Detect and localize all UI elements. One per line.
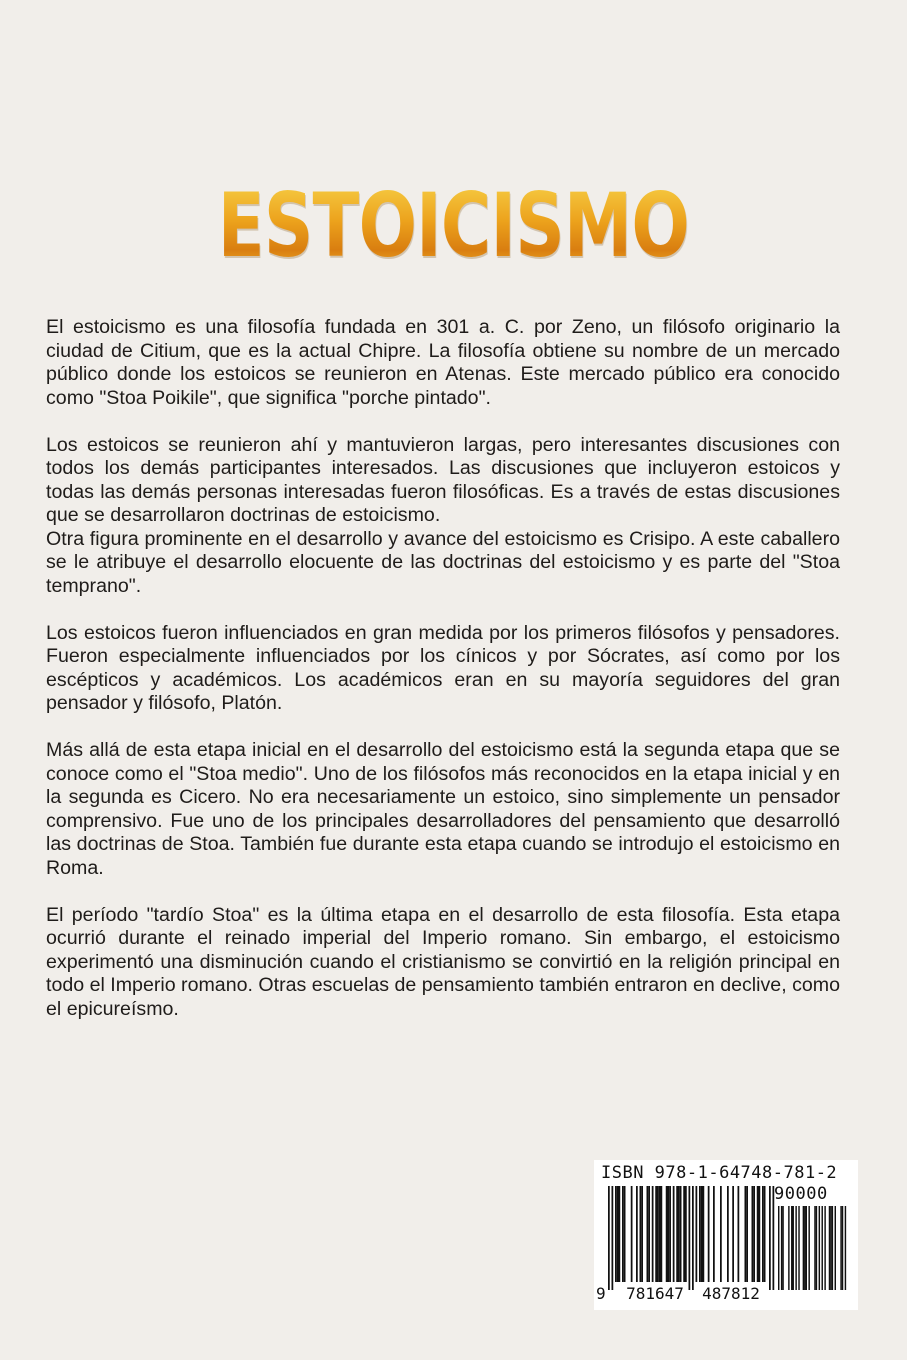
barcode-addon-bar <box>814 1206 815 1290</box>
barcode-addon-bar <box>804 1206 805 1290</box>
barcode-addon-bar <box>791 1206 792 1290</box>
barcode-addon-bar <box>803 1206 804 1290</box>
barcode-bar <box>727 1186 729 1282</box>
barcode-bar <box>713 1186 715 1282</box>
barcode-bar <box>738 1186 740 1282</box>
barcode-digit-group-left: 781647 <box>626 1284 684 1303</box>
barcode-bar <box>759 1186 761 1282</box>
barcode-addon-bar <box>835 1206 836 1290</box>
barcode-bar <box>619 1186 621 1282</box>
barcode-addon-bar <box>793 1206 794 1290</box>
paragraph: Los estoicos se reunieron ahí y mantuvieron largas, pero interesantes discusiones con todos los demás participantes interesados. Las discusiones que incluyeron estoicos y todas las demás personas interesadas fueron filosóficas. Es a través de estas discusiones que se desarrollaron doctrinas de estoicismo. <box>46 433 840 526</box>
barcode-bar <box>732 1186 734 1282</box>
paragraph: Más allá de esta etapa inicial en el desarrollo del estoicismo está la segunda etapa que se conoce como el "Stoa medio". Uno de los filósofos más reconocidos en la etapa inicial y en la segunda es Cicero. No era necesariamente un estoico, sino simplemente un pensador comprensivo. Fue uno de los principales desarrolladores del pensamiento que desarrolló las doctrinas de Stoa. También fue durante esta etapa cuando se introdujo el estoicismo en Roma. <box>46 739 840 879</box>
paragraph: El estoicismo es una filosofía fundada en 301 a. C. por Zeno, un filósofo originario la ciudad de Citium, que es la actual Chipre. La filosofía obtiene su nombre de un mercado público donde los estoicos se reunieron en Atenas. Este mercado público era conocido como "Stoa Poikile", que significa "porche pintado". <box>46 316 840 409</box>
barcode-addon-bar <box>798 1206 799 1290</box>
barcode-bar <box>685 1186 687 1282</box>
barcode-addon-bar <box>778 1206 779 1290</box>
barcode-bar <box>683 1186 685 1282</box>
barcode-bar <box>648 1186 650 1282</box>
barcode-bar <box>745 1186 747 1282</box>
barcode-bar <box>680 1186 682 1282</box>
barcode-digit-first: 9 <box>596 1284 606 1303</box>
barcode-bar <box>659 1186 661 1282</box>
barcode-bar <box>668 1186 670 1282</box>
barcode-addon-bar <box>808 1206 809 1290</box>
barcode-addon-bar <box>816 1206 817 1290</box>
barcode-addon-bar <box>822 1206 823 1290</box>
barcode-bar <box>661 1186 663 1282</box>
barcode-bar <box>608 1186 610 1290</box>
paragraph: Los estoicos fueron influenciados en gran medida por los primeros filósofos y pensadores. Fueron especialmente influenciados por los cínicos y por Sócrates, así como por los escépticos y académicos. Los académicos eran en su mayoría seguidores del gran pensador y filósofo, Platón. <box>46 621 840 714</box>
barcode-bar <box>669 1186 671 1282</box>
barcode-bar <box>703 1186 705 1282</box>
isbn-label: ISBN 978-1-64748-781-2 <box>601 1163 838 1183</box>
barcode-addon-bar <box>806 1206 807 1290</box>
barcode-addon-bar <box>840 1206 841 1290</box>
barcode-digit-group-right: 487812 <box>702 1284 760 1303</box>
barcode-bar <box>678 1186 680 1282</box>
barcode-bar <box>676 1186 678 1282</box>
barcode-addon-bar <box>781 1206 782 1290</box>
barcode-bar <box>752 1186 754 1282</box>
barcode-bar <box>612 1186 614 1290</box>
barcode-addon-bar <box>782 1206 783 1290</box>
barcode-bar <box>657 1186 659 1282</box>
barcode-addon-bar <box>824 1206 825 1290</box>
barcode-bar <box>655 1186 657 1282</box>
barcode-bar <box>769 1186 771 1290</box>
barcode-bar <box>647 1186 649 1282</box>
barcode-bar <box>764 1186 766 1282</box>
barcode-bar <box>699 1186 701 1282</box>
barcode-bar <box>636 1186 638 1282</box>
barcode-bar <box>673 1186 675 1282</box>
barcode-bar <box>692 1186 694 1290</box>
barcode-addon-bar <box>832 1206 833 1290</box>
book-title: ESTOICISMO <box>100 178 807 274</box>
barcode-bar <box>617 1186 619 1282</box>
barcode-bar <box>615 1186 617 1282</box>
barcode-bar <box>640 1186 642 1282</box>
barcode-bar <box>666 1186 668 1282</box>
barcode-bar <box>652 1186 654 1282</box>
barcode-addon-bar <box>830 1206 831 1290</box>
barcode-addon-bar <box>842 1206 843 1290</box>
barcode-addon-bar <box>819 1206 820 1290</box>
barcode-bar <box>762 1186 764 1282</box>
barcode-bar <box>708 1186 710 1282</box>
barcode-bar <box>746 1186 748 1282</box>
barcode-addon-bar <box>845 1206 846 1290</box>
barcode-human-readable <box>596 1283 771 1305</box>
barcode-bar <box>624 1186 626 1282</box>
barcode-bar <box>720 1186 722 1282</box>
paragraph: Otra figura prominente en el desarrollo y avance del estoicismo es Crisipo. A este caballero se le atribuye el desarrollo elocuente de las doctrinas del estoicismo y es parte del "Stoa temprano". <box>46 527 840 597</box>
barcode-addon-bar <box>829 1206 830 1290</box>
paragraph: El período "tardío Stoa" es la última etapa en el desarrollo de esta filosofía. Esta etapa ocurrió durante el reinado imperial del Imperio romano. Sin embargo, el estoicismo experimentó una disminución cuando el cristianismo se convirtió en la religión principal en todo el Imperio romano. Otras escuelas de pensamiento también entraron en declive, como el epicureísmo. <box>46 903 840 1020</box>
barcode-bar <box>701 1186 703 1282</box>
barcode-bar <box>696 1186 698 1282</box>
barcode-addon-digits: 90000 <box>774 1184 828 1204</box>
barcode-addon-bar <box>788 1206 789 1290</box>
barcode-bar <box>689 1186 691 1290</box>
barcode-bar <box>641 1186 643 1282</box>
back-cover-text <box>46 316 840 1045</box>
barcode-bar <box>753 1186 755 1282</box>
isbn-barcode <box>594 1160 858 1310</box>
barcode-addon-bar <box>795 1206 796 1290</box>
barcode-bar <box>622 1186 624 1282</box>
barcode-bar <box>631 1186 633 1282</box>
barcode-bar <box>757 1186 759 1282</box>
